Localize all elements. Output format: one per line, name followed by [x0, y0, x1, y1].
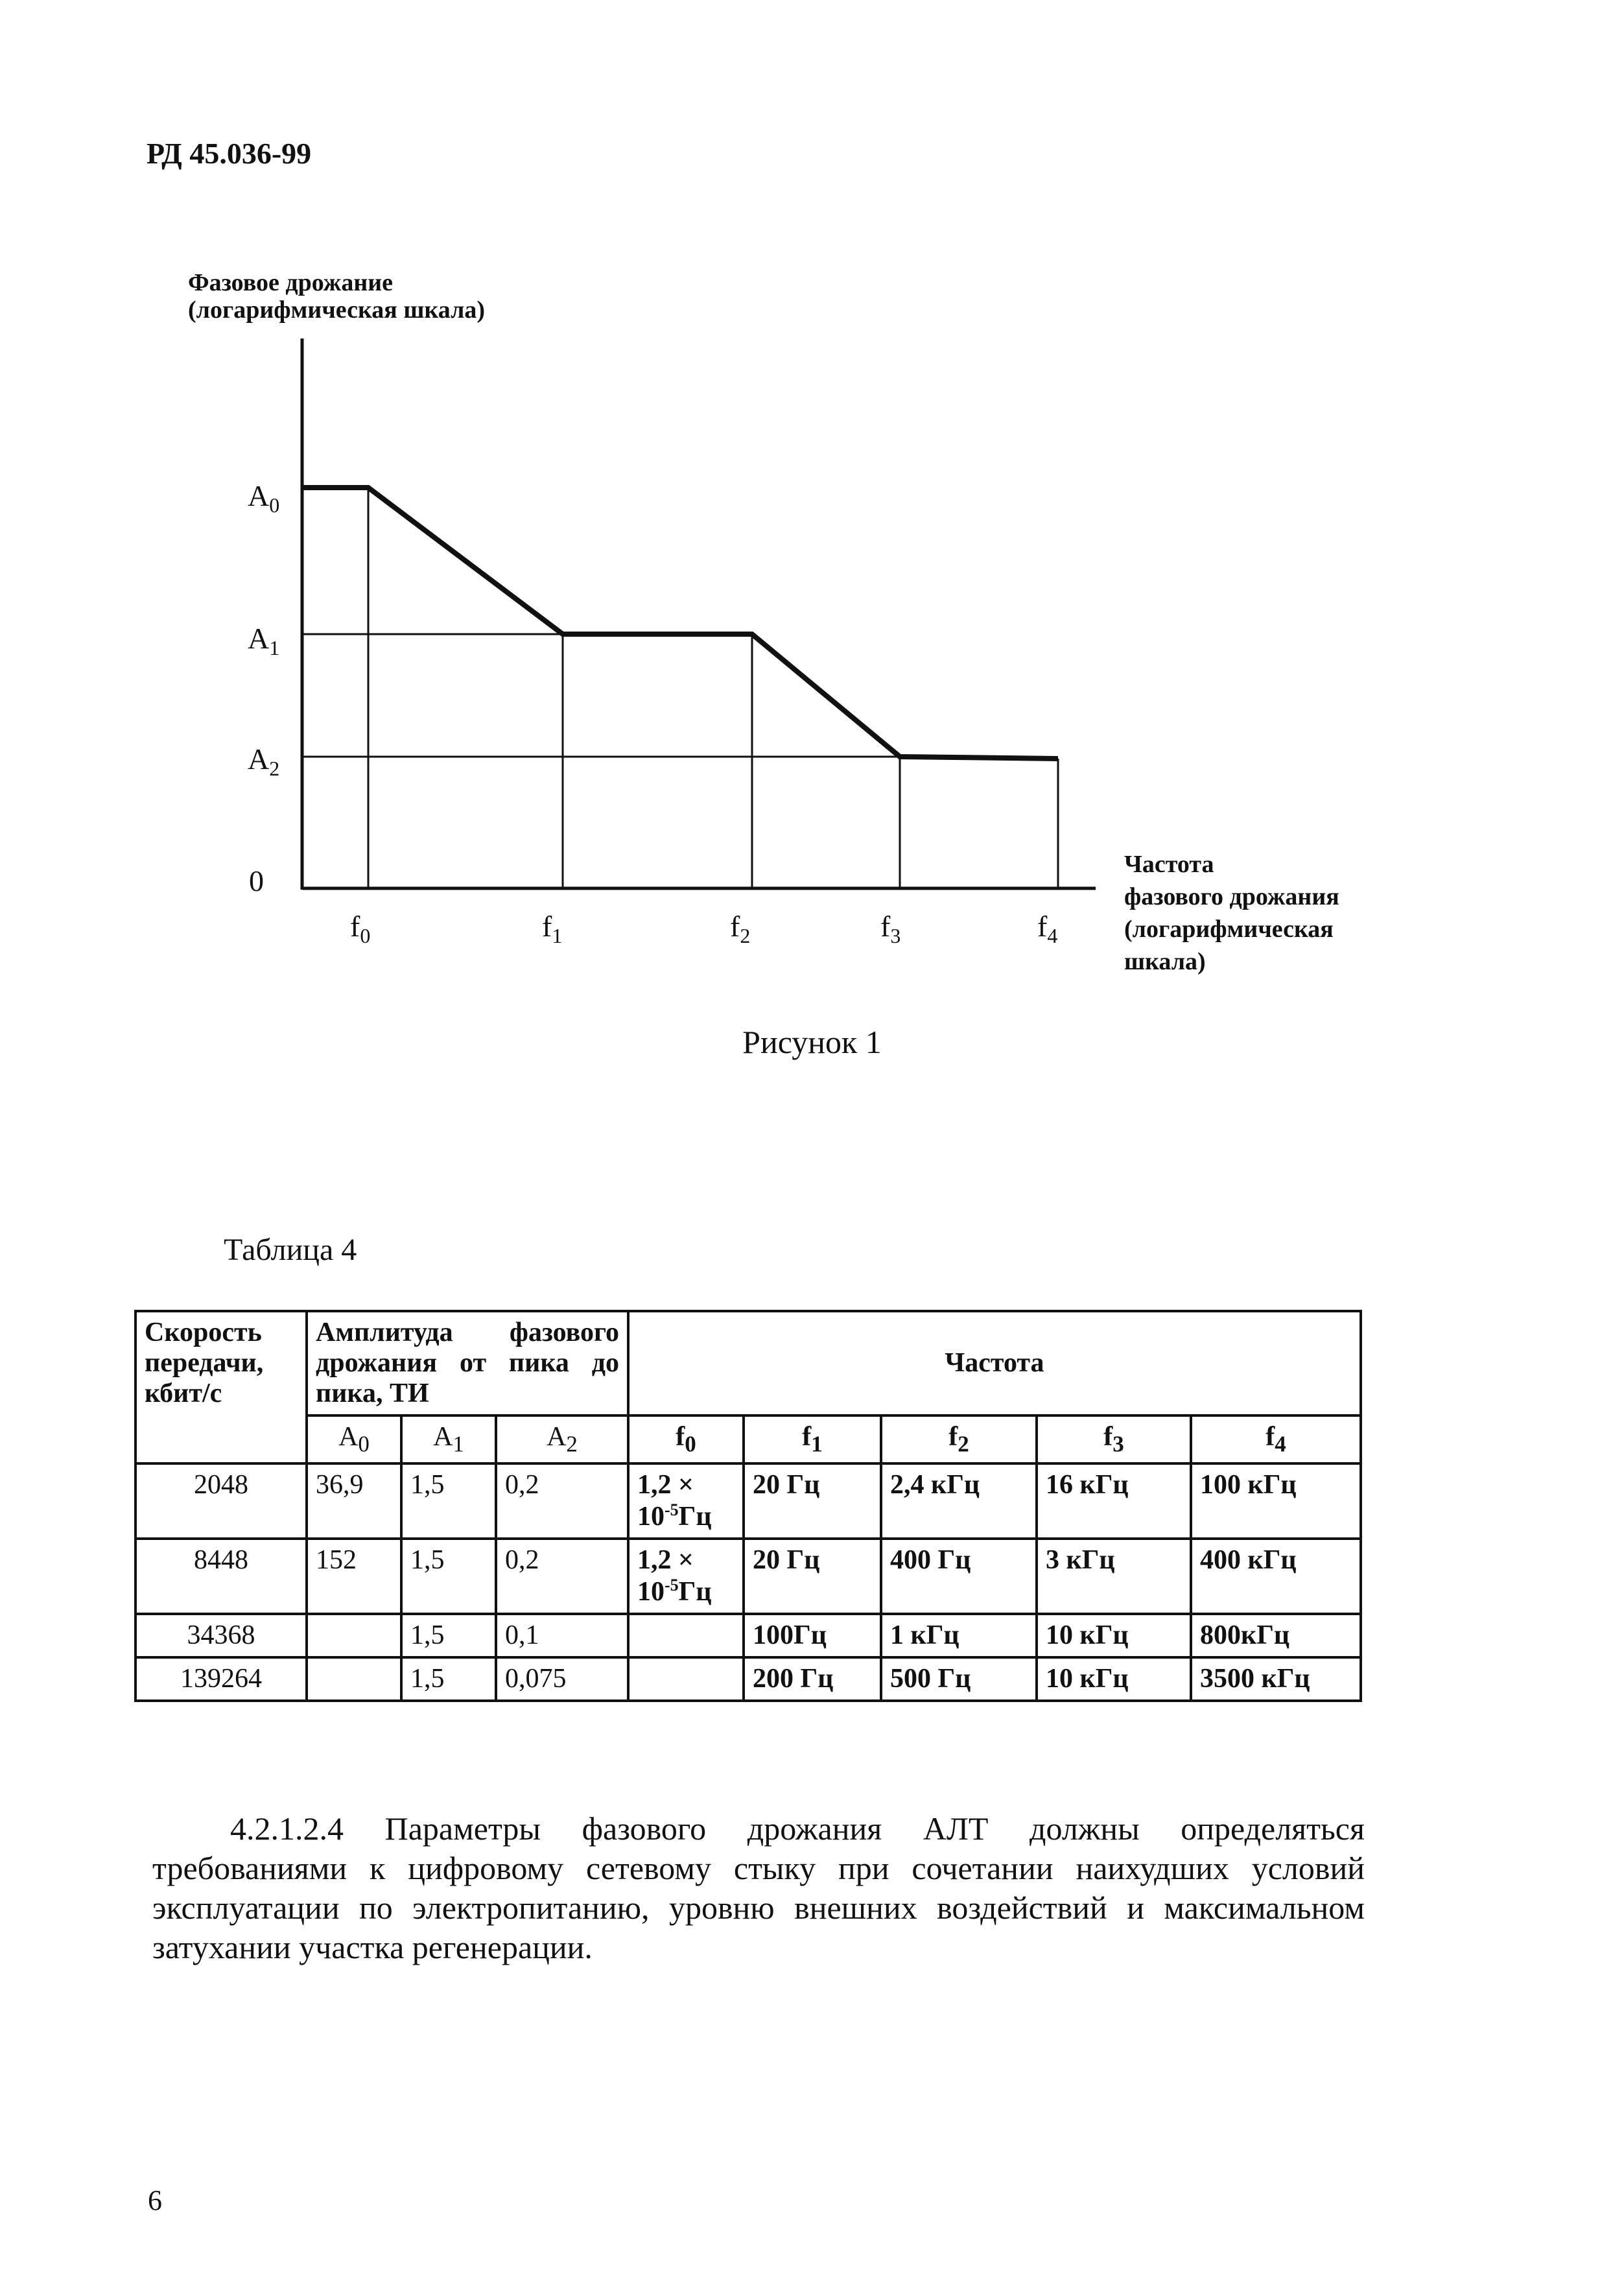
cell-f2: 2,4 кГц	[881, 1463, 1037, 1539]
y-tick-a0: $A_0$	[248, 479, 280, 517]
cell-f1: 20 Гц	[744, 1463, 881, 1539]
cell-rate: 8448	[135, 1539, 307, 1614]
cell-a0	[307, 1614, 401, 1657]
cell-a2: 0,075	[496, 1657, 628, 1701]
cell-a2: 0,1	[496, 1614, 628, 1657]
subheader-f1: $f_1$	[744, 1415, 881, 1463]
body-paragraph: 4.2.1.2.4 Параметры фазового дрожания АЛТ должны определяться требованиями к цифровому сетевому стыку при сочетании наихудших условий эксплуатации по электропитанию, уровню внешних воздействий и максимальном затухании участка регенерации.	[152, 1810, 1365, 1965]
cell-f2: 500 Гц	[881, 1657, 1037, 1701]
cell-f3: 16 кГц	[1037, 1463, 1191, 1539]
cell-f2: 1 кГц	[881, 1614, 1037, 1657]
cell-rate: 34368	[135, 1614, 307, 1657]
figure-caption: Рисунок 1	[742, 1024, 882, 1060]
header-rate: Скорость передачи, кбит/с	[135, 1311, 307, 1463]
x-axis-title-line4: шкала)	[1124, 948, 1206, 975]
cell-f0: 1,2 × $10^{-5}Гц$	[628, 1539, 744, 1614]
header-frequency: Частота	[628, 1311, 1361, 1415]
x-tick-f3: $f_3$	[880, 910, 901, 947]
subheader-f2: $f_2$	[881, 1415, 1037, 1463]
table-row	[135, 1539, 1361, 1614]
cell-f2: 400 Гц	[881, 1539, 1037, 1614]
cell-a0	[307, 1657, 401, 1701]
y-tick-a1: $A_1$	[248, 622, 280, 659]
cell-f4: 400 кГц	[1191, 1539, 1361, 1614]
y-tick-a2: $A_2$	[248, 742, 280, 780]
table-title: Таблица 4	[224, 1233, 357, 1267]
cell-a2: 0,2	[496, 1463, 628, 1539]
y-axis-title-line2: (логарифмическая шкала)	[188, 296, 486, 324]
subheader-a1: $A_1$	[401, 1415, 496, 1463]
cell-a1: 1,5	[401, 1539, 496, 1614]
cell-rate: 139264	[135, 1657, 307, 1701]
cell-f4: 100 кГц	[1191, 1463, 1361, 1539]
jitter-mask-curve	[303, 488, 1058, 759]
x-tick-f2: $f_2$	[730, 910, 751, 947]
subheader-f3: $f_3$	[1037, 1415, 1191, 1463]
cell-f3: 3 кГц	[1037, 1539, 1191, 1614]
cell-f0	[628, 1657, 744, 1701]
cell-f4: 800кГц	[1191, 1614, 1361, 1657]
x-tick-f1: $f_1$	[542, 910, 563, 947]
y-axis-title-line1: Фазовое дрожание	[188, 269, 393, 296]
cell-a0: 36,9	[307, 1463, 401, 1539]
cell-f3: 10 кГц	[1037, 1657, 1191, 1701]
subheader-a0: $A_0$	[307, 1415, 401, 1463]
x-tick-f0: $f_0$	[350, 910, 371, 947]
table-row	[135, 1657, 1361, 1701]
page-number: 6	[148, 2184, 162, 2216]
x-axis-title-line1: Частота	[1124, 851, 1214, 878]
header-amplitude: Амплитуда фазового дрожания от пика до пика, ТИ	[307, 1311, 628, 1415]
cell-f1: 20 Гц	[744, 1539, 881, 1614]
table-row	[135, 1614, 1361, 1657]
x-tick-f4: $f_4$	[1037, 910, 1058, 947]
origin-label: 0	[249, 864, 264, 897]
cell-a0: 152	[307, 1539, 401, 1614]
cell-a1: 1,5	[401, 1657, 496, 1701]
cell-rate: 2048	[135, 1463, 307, 1539]
document-header: РД 45.036-99	[147, 137, 312, 170]
cell-f1: 100Гц	[744, 1614, 881, 1657]
jitter-table	[134, 1310, 1362, 1702]
cell-a2: 0,2	[496, 1539, 628, 1614]
cell-f3: 10 кГц	[1037, 1614, 1191, 1657]
cell-a1: 1,5	[401, 1614, 496, 1657]
table-header-row	[135, 1311, 1361, 1415]
jitter-mask-figure	[0, 0, 1624, 1012]
cell-f4: 3500 кГц	[1191, 1657, 1361, 1701]
cell-f1: 200 Гц	[744, 1657, 881, 1701]
subheader-f4: $f_4$	[1191, 1415, 1361, 1463]
cell-f0	[628, 1614, 744, 1657]
subheader-f0: $f_0$	[628, 1415, 744, 1463]
x-axis-title-line2: фазового дрожания	[1124, 883, 1339, 910]
subheader-a2: $A_2$	[496, 1415, 628, 1463]
cell-f0: 1,2 × $10^{-5}Гц$	[628, 1463, 744, 1539]
table-subheader-row	[135, 1415, 1361, 1463]
x-axis-title-line3: (логарифмическая	[1124, 916, 1334, 943]
cell-a1: 1,5	[401, 1463, 496, 1539]
table-row	[135, 1463, 1361, 1539]
